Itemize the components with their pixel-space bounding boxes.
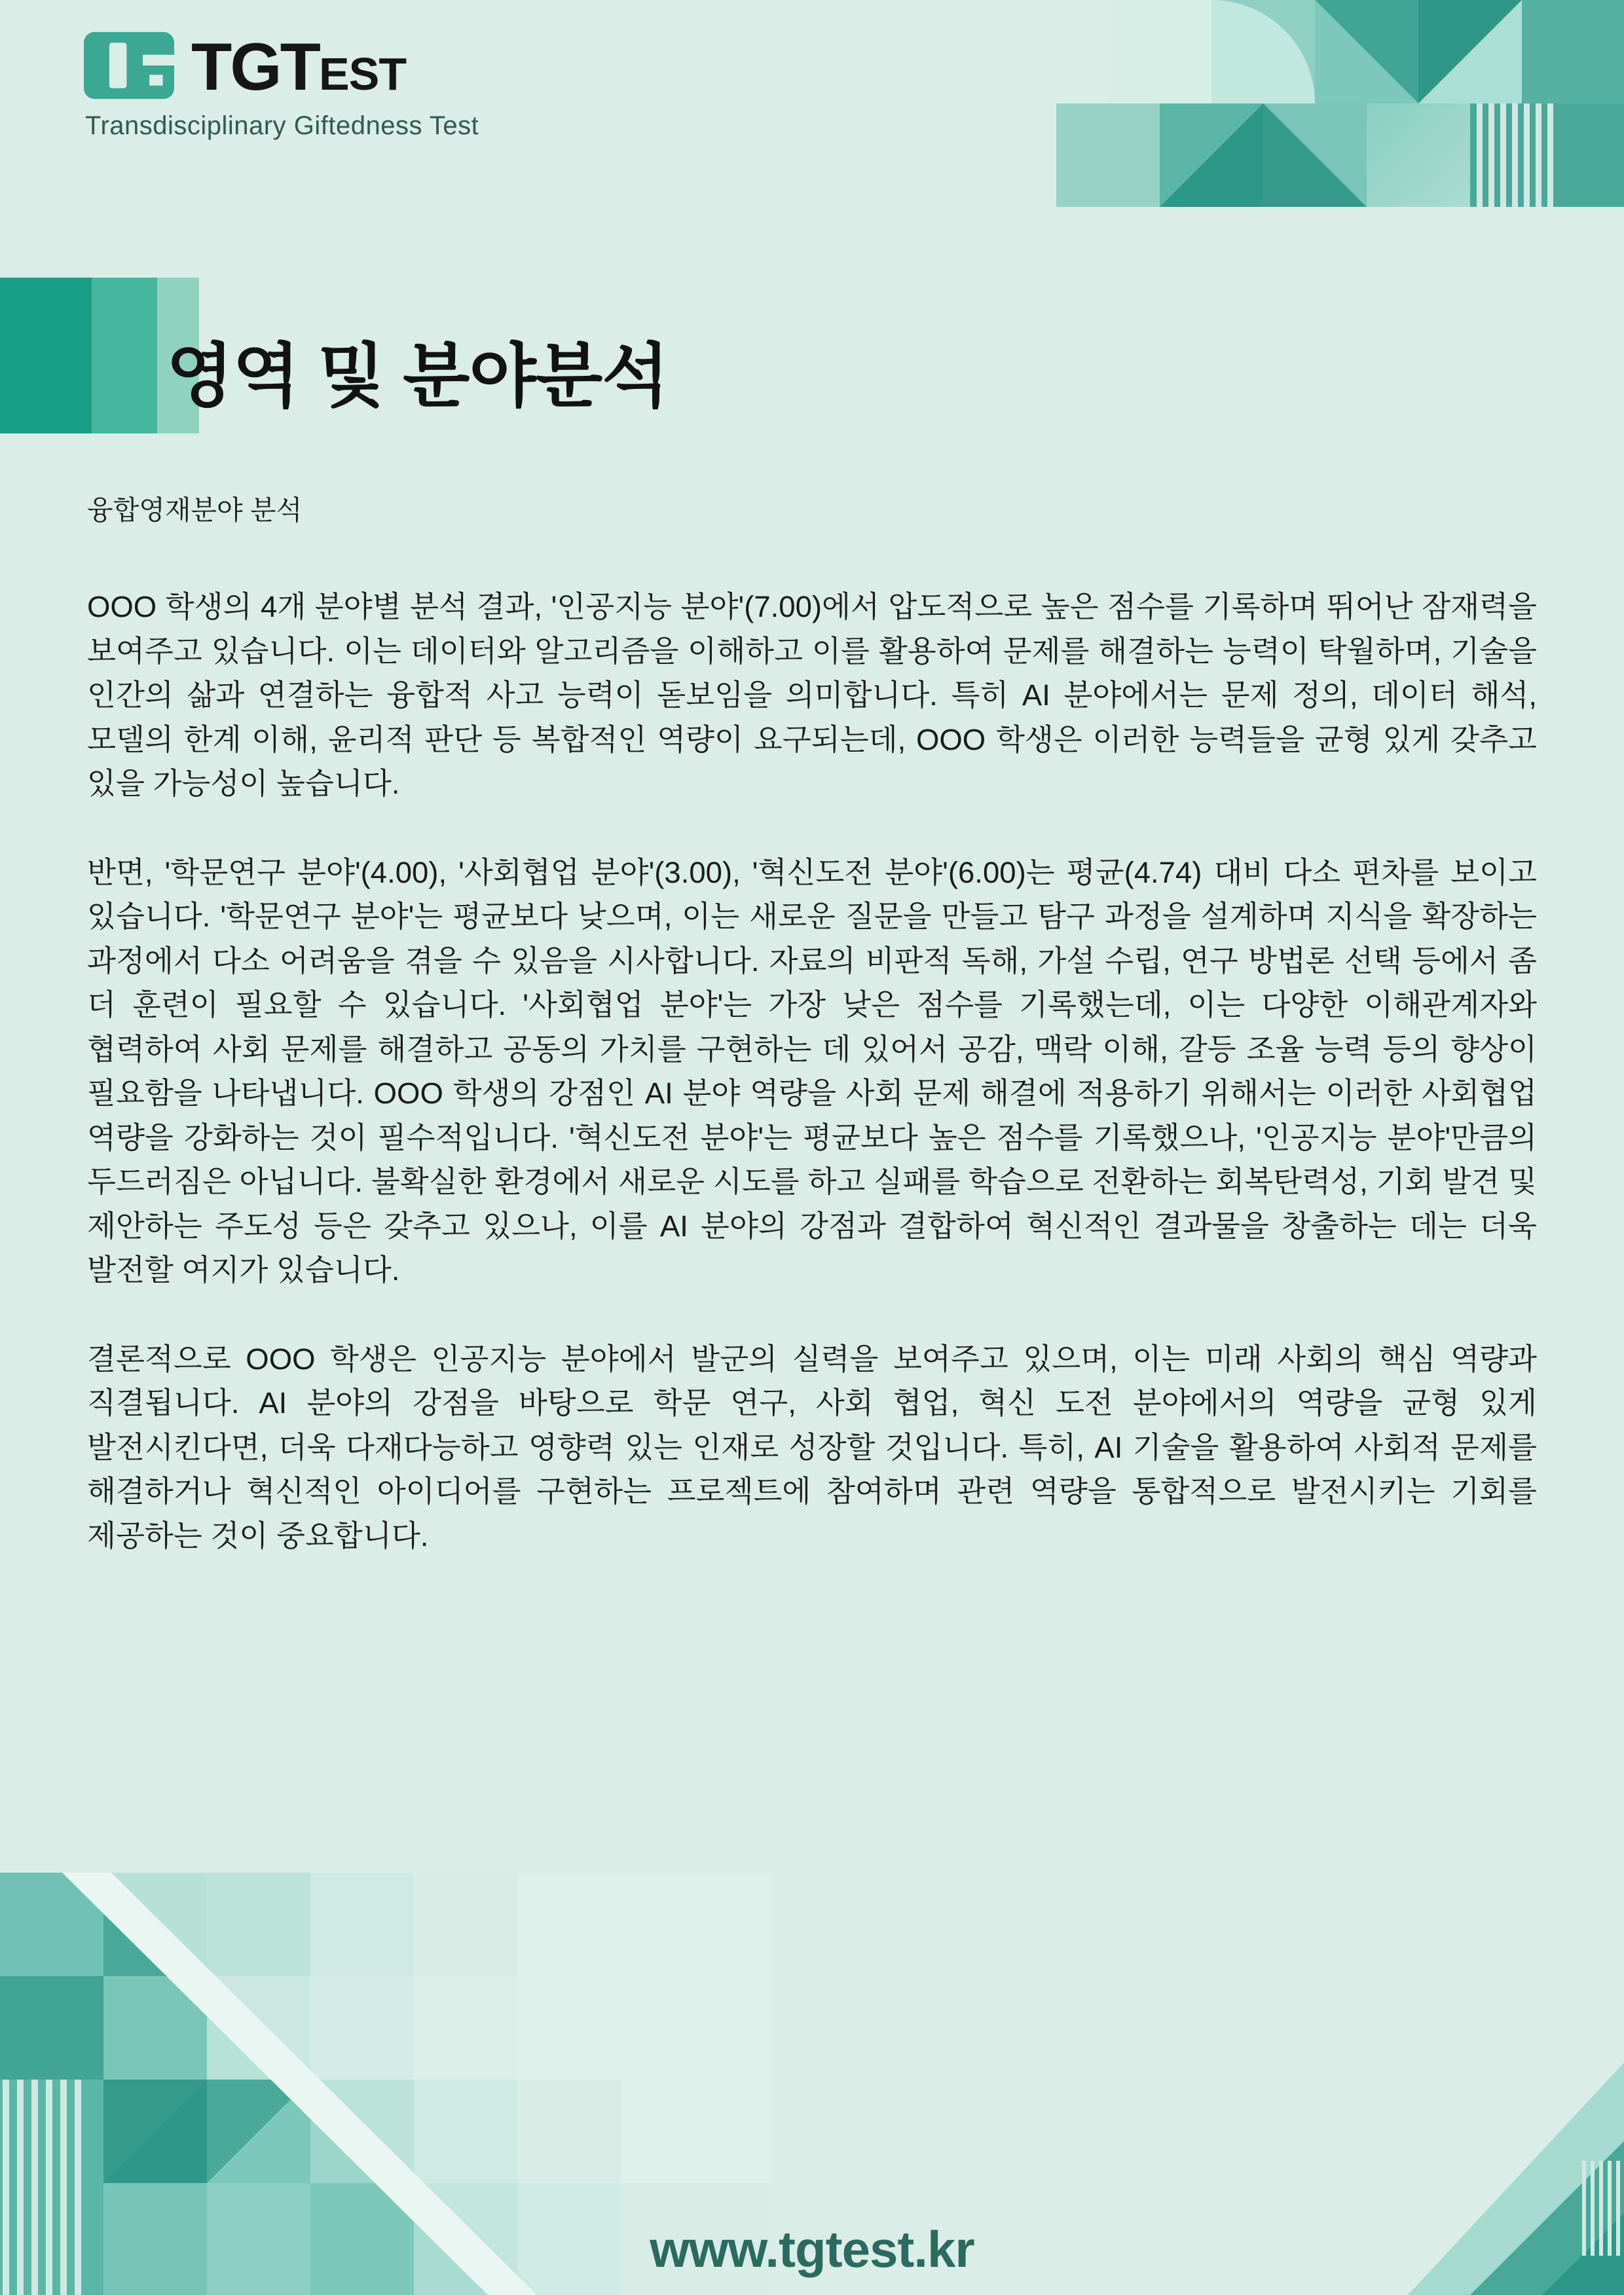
report-body [87, 488, 1537, 1602]
report-paragraph-3: 결론적으로 OOO 학생은 인공지능 분야에서 발군의 실력을 보여주고 있으며, 이는 미래 사회의 핵심 역량과 직결됩니다. AI 분야의 강점을 바탕으로 학문 연구, 사회 협업, 혁신 도전 분야에서의 역량을 균형 있게 발전시킨다면, 더욱 다재다능하고 영향력 있는 인재로 성장할 것입니다. 특히, AI 기술을 활용하여 사회적 문제를 해결하거나 혁신적인 아이디어를 구현하는 프로젝트에 참여하며 관련 역량을 통합적으로 발전시키는 기회를 제공하는 것이 중요합니다. [87, 1342, 1537, 1552]
report-paragraph-2: 반면, '학문연구 분야'(4.00), '사회협업 분야'(3.00), '혁신도전 분야'(6.00)는 평균(4.74) 대비 다소 편차를 보이고 있습니다. '학문연구 분야'는 평균보다 낮으며, 이는 새로운 질문을 만들고 탐구 과정을 설계하며 지식을 확장하는 과정에서 다소 어려움을 겪을 수 있음을 시사합니다. 자료의 비판적 독해, 가설 수립, 연구 방법론 선택 등에서 좀 더 훈련이 필요할 수 있습니다. '사회협업 분야'는 가장 낮은 점수를 기록했는데, 이는 다양한 이해관계자와 협력하여 사회 문제를 해결하고 공동의 가치를 구현하는 데 있어서 공감, 맥락 이해, 갈등 조율 능력 등의 향상이 필요함을 나타냅니다. OOO 학생의 강점인 AI 분야 역량을 사회 문제 해결에 적용하기 위해서는 이러한 사회협업 역량을 강화하는 것이 필수적입니다. '혁신도전 분야'는 평균보다 높은 점수를 기록했으나, '인공지능 분야'만큼의 두드러짐은 아닙니다. 불확실한 환경에서 새로운 시도를 하고 실패를 학습으로 전환하는 회복탄력성, 기회 발견 및 제안하는 주도성 등은 갖추고 있으나, 이를 AI 분야의 강점과 결합하여 혁신적인 결과물을 창출하는 데는 더욱 발전할 여지가 있습니다. [87, 855, 1537, 1287]
report-paragraph-1: OOO 학생의 4개 분야별 분석 결과, '인공지능 분야'(7.00)에서 압도적으로 높은 점수를 기록하며 뛰어난 잠재력을 보여주고 있습니다. 이는 데이터와 알고리즘을 이해하고 이를 활용하여 문제를 해결하는 능력이 탁월하며, 기술을 인간의 삶과 연결하는 융합적 사고 능력이 돋보임을 의미합니다. 특히 AI 분야에서는 문제 정의, 데이터 해석, 모델의 한계 이해, 윤리적 판단 등 복합적인 역량이 요구되는데, OOO 학생은 이러한 능력들을 균형 있게 갖추고 있을 가능성이 높습니다. [87, 590, 1537, 800]
section-label: 융합영재분야 분석 [87, 495, 303, 525]
page-title: 영역 및 분야분석 [166, 338, 669, 415]
logo [84, 29, 407, 104]
title-accent-bar-medium [92, 278, 157, 433]
title-accent-bar-dark [0, 278, 92, 433]
logo-wordmark [191, 29, 407, 104]
title-band [0, 278, 1624, 433]
logo-tagline: Transdisciplinary Giftedness Test [85, 111, 479, 140]
footer-url: www.tgtest.kr [650, 2220, 974, 2278]
logo-wordmark-rest: EST [318, 48, 407, 100]
tg-monogram-icon [84, 31, 174, 100]
top-right-corner-pattern [1056, 0, 1624, 207]
logo-wordmark-main: TGT [191, 29, 319, 104]
